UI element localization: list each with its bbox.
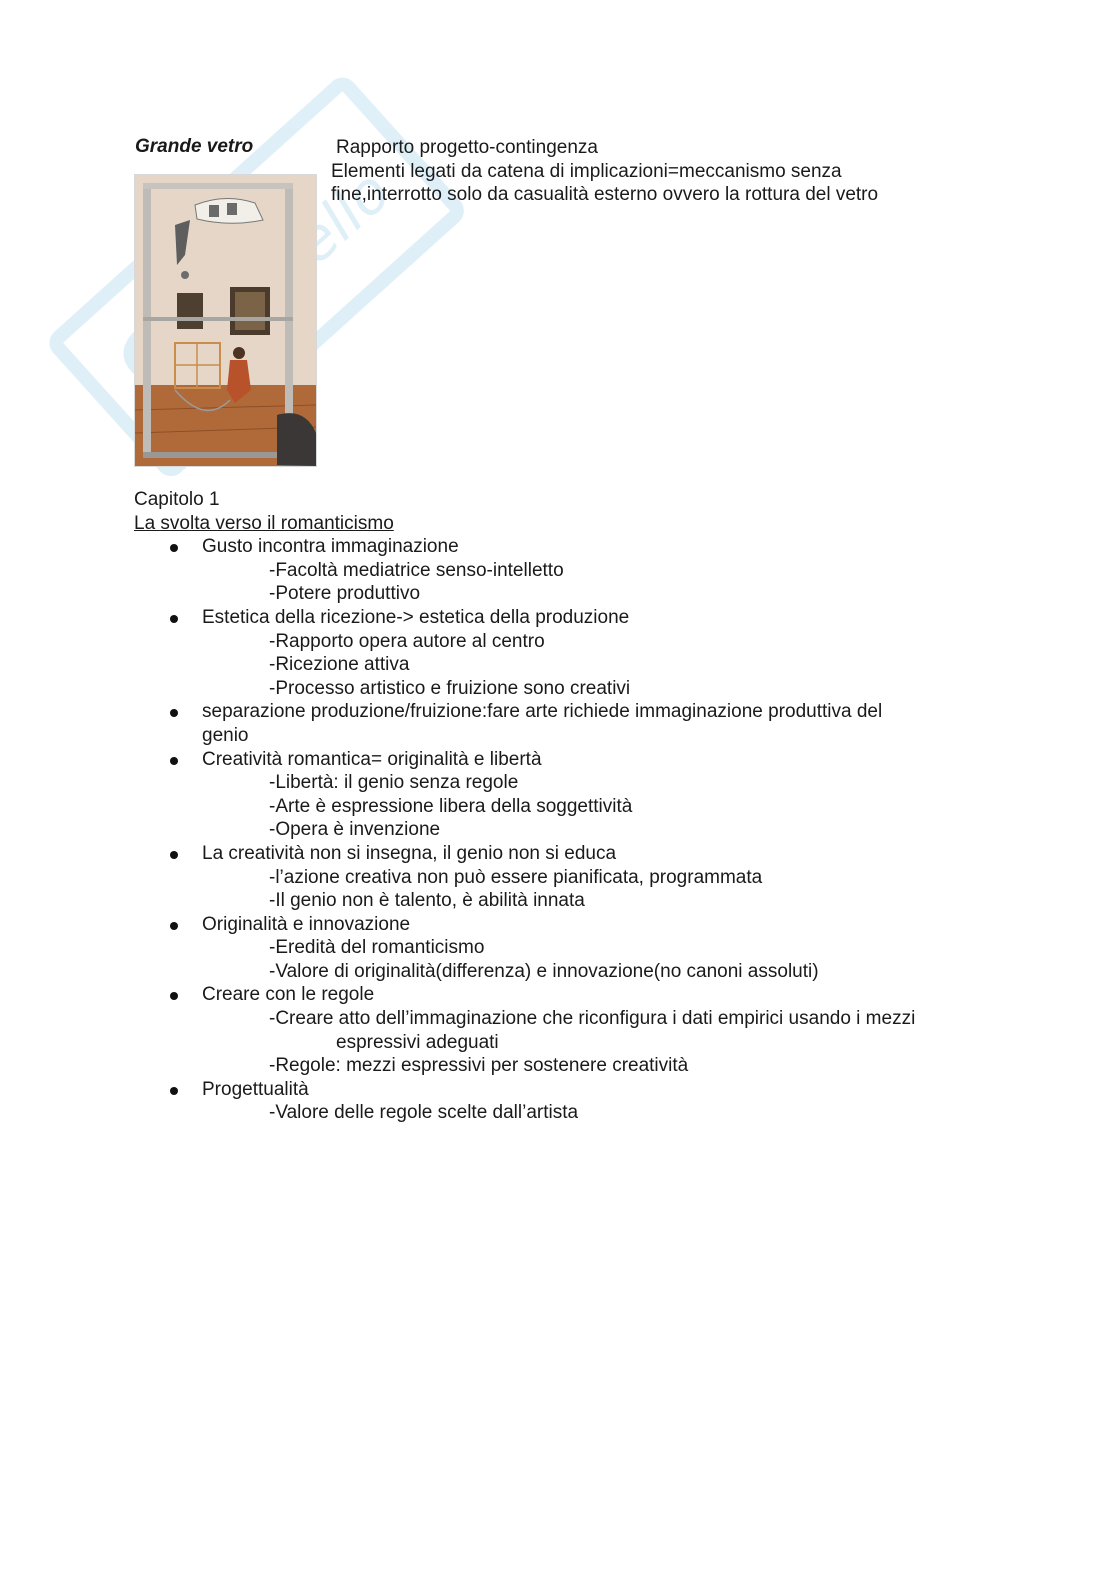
list-item: La creatività non si insegna, il genio non si educa [134,842,984,866]
sub-item: -Il genio non è talento, è abilità innata [269,890,585,912]
sub-item: -Processo artistico e fruizione sono creativi [269,677,631,699]
sub-item: -Potere produttivo [269,583,421,605]
sub-item: -Opera è invenzione [269,819,441,841]
sub-item-continuation: espressivi adeguati [336,1031,499,1053]
intro-text [331,136,971,207]
list-item: separazione produzione/fruizione:fare arte richiede immaginazione produttiva del [134,700,984,724]
sub-item: -Eredità del romanticismo [269,937,485,959]
list-item: Creatività romantica= originalità e libertà [134,748,984,772]
list-item: Estetica della ricezione-> estetica della produzione [134,606,984,630]
intro-line: Elementi legati da catena di implicazioni=meccanismo senza [331,160,842,182]
sub-item: -Regole: mezzi espressivi per sostenere creatività [269,1055,689,1077]
artwork-photo [134,174,317,467]
sub-item: -Arte è espressione libera della soggettività [269,795,633,817]
bullet-list [134,535,984,1125]
sub-item: -Rapporto opera autore al centro [269,630,545,652]
sub-item: -Valore di originalità(differenza) e innovazione(no canoni assoluti) [269,960,819,982]
list-item: Progettualità [134,1078,984,1102]
sub-item: -Facoltà mediatrice senso-intelletto [269,559,564,581]
chapter-subtitle: La svolta verso il romanticismo [134,512,394,534]
sub-item: -l’azione creativa non può essere pianificata, programmata [269,866,763,888]
list-item: Originalità e innovazione [134,913,984,937]
page-title: Grande vetro [135,136,254,157]
sub-item: -Libertà: il genio senza regole [269,772,519,794]
list-item: Creare con le regole [134,983,984,1007]
intro-line: Rapporto progetto-contingenza [336,137,598,158]
list-item-continuation: genio [202,724,249,746]
intro-line: fine,interrotto solo da casualità esterno ovvero la rottura del vetro [331,184,879,205]
sub-item: -Ricezione attiva [269,654,410,676]
svg-text:dello: dello [253,157,404,302]
chapter-section [134,488,984,1125]
chapter-label: Capitolo 1 [134,489,220,510]
list-item: Gusto incontra immaginazione [134,535,984,559]
sub-item: -Creare atto dell’immaginazione che riconfigura i dati empirici usando i mezzi [269,1008,916,1030]
sub-item: -Valore delle regole scelte dall’artista [269,1102,579,1124]
